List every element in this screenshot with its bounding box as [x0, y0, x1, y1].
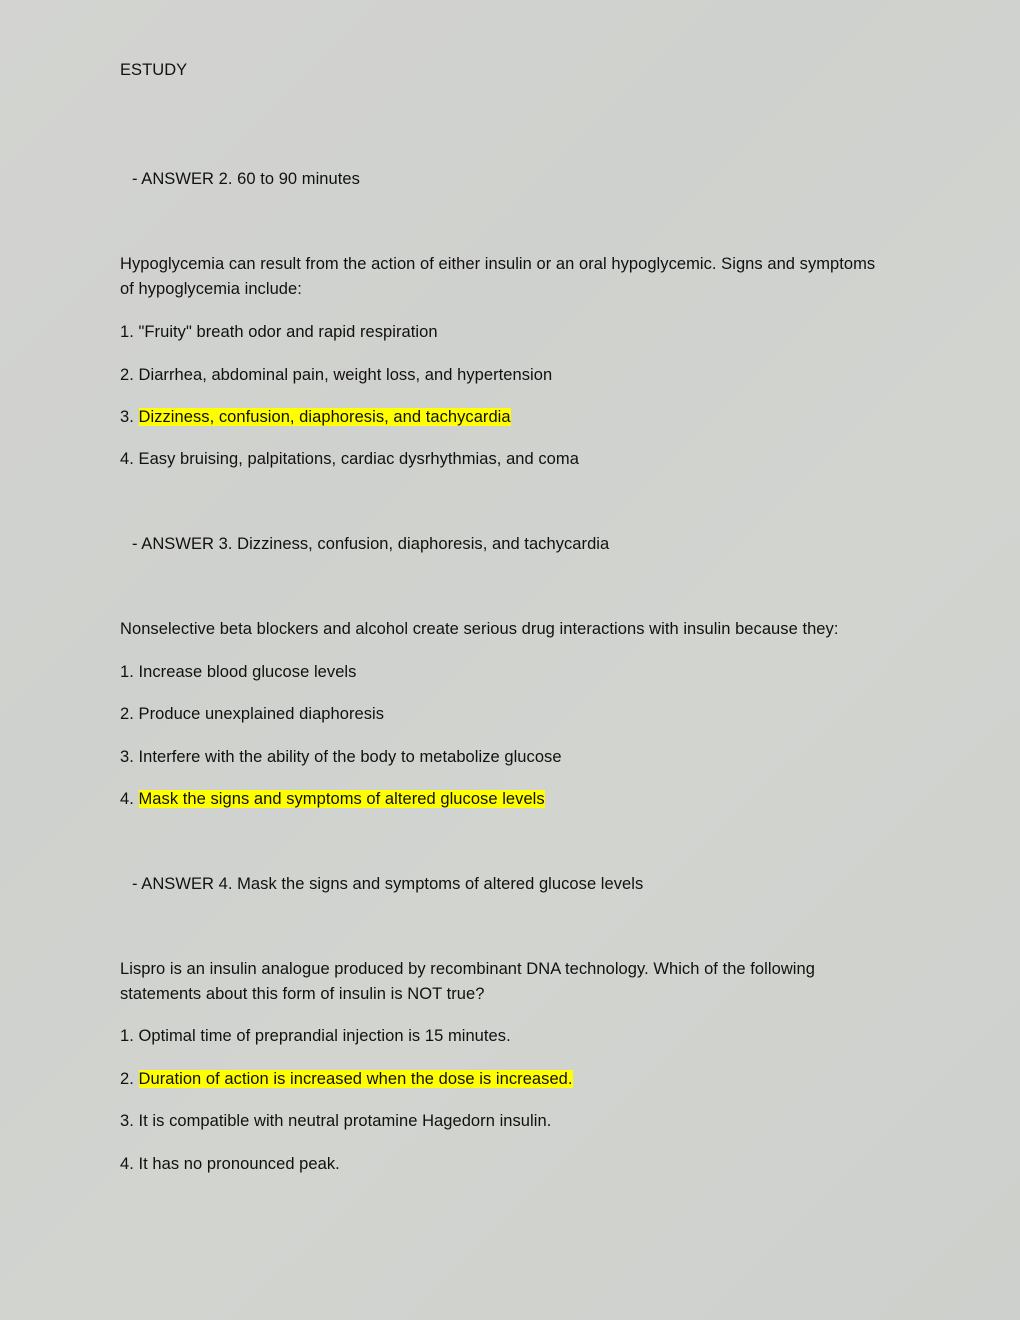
- option-item: [120, 745, 562, 770]
- option-number: 1.: [120, 1027, 134, 1045]
- answer-line: - ANSWER 3. Dizziness, confusion, diaphoresis, and tachycardia: [132, 535, 610, 553]
- option-number: 2.: [120, 1070, 134, 1088]
- question-text: statements about this form of insulin is NOT true?: [120, 985, 485, 1003]
- option-item: [120, 1109, 551, 1134]
- option-text: It is compatible with neutral protamine Hagedorn insulin.: [138, 1112, 552, 1130]
- option-number: 3.: [120, 748, 134, 766]
- option-text: Easy bruising, palpitations, cardiac dysrhythmias, and coma: [138, 450, 579, 468]
- option-text: Produce unexplained diaphoresis: [138, 705, 385, 723]
- option-text: Diarrhea, abdominal pain, weight loss, and hypertension: [138, 366, 553, 384]
- option-item: [120, 660, 356, 685]
- option-number: 4.: [120, 790, 134, 808]
- option-text: Interfere with the ability of the body to metabolize glucose: [138, 748, 562, 766]
- answer-line: - ANSWER 4. Mask the signs and symptoms of altered glucose levels: [132, 875, 644, 893]
- option-text: Increase blood glucose levels: [138, 663, 357, 681]
- option-text: "Fruity" breath odor and rapid respiration: [138, 323, 438, 341]
- question-text: Lispro is an insulin analogue produced by recombinant DNA technology. Which of the following: [120, 960, 815, 978]
- option-item: [120, 787, 545, 812]
- option-item: [120, 1152, 340, 1177]
- option-number: 1.: [120, 663, 134, 681]
- option-item: [120, 1067, 573, 1092]
- highlighted-option-text: Duration of action is increased when the dose is increased.: [138, 1070, 573, 1088]
- option-number: 1.: [120, 323, 134, 341]
- option-item: [120, 1024, 511, 1049]
- option-number: 3.: [120, 408, 134, 426]
- option-item: [120, 320, 438, 345]
- option-text: It has no pronounced peak.: [138, 1155, 340, 1173]
- option-item: [120, 447, 579, 472]
- question-text: Nonselective beta blockers and alcohol create serious drug interactions with insulin because they:: [120, 620, 839, 638]
- option-number: 4.: [120, 1155, 134, 1173]
- option-number: 2.: [120, 705, 134, 723]
- option-item: [120, 702, 384, 727]
- answer-line: - ANSWER 2. 60 to 90 minutes: [132, 170, 360, 188]
- document-header: ESTUDY: [120, 61, 188, 79]
- highlighted-option-text: Dizziness, confusion, diaphoresis, and tachycardia: [138, 408, 511, 426]
- question-text: Hypoglycemia can result from the action of either insulin or an oral hypoglycemic. Signs and symptoms: [120, 255, 876, 273]
- option-item: [120, 363, 552, 388]
- option-text: Optimal time of preprandial injection is 15 minutes.: [138, 1027, 511, 1045]
- option-item: [120, 405, 511, 430]
- option-number: 3.: [120, 1112, 134, 1130]
- option-number: 2.: [120, 366, 134, 384]
- highlighted-option-text: Mask the signs and symptoms of altered glucose levels: [138, 790, 545, 808]
- question-text: of hypoglycemia include:: [120, 280, 302, 298]
- option-number: 4.: [120, 450, 134, 468]
